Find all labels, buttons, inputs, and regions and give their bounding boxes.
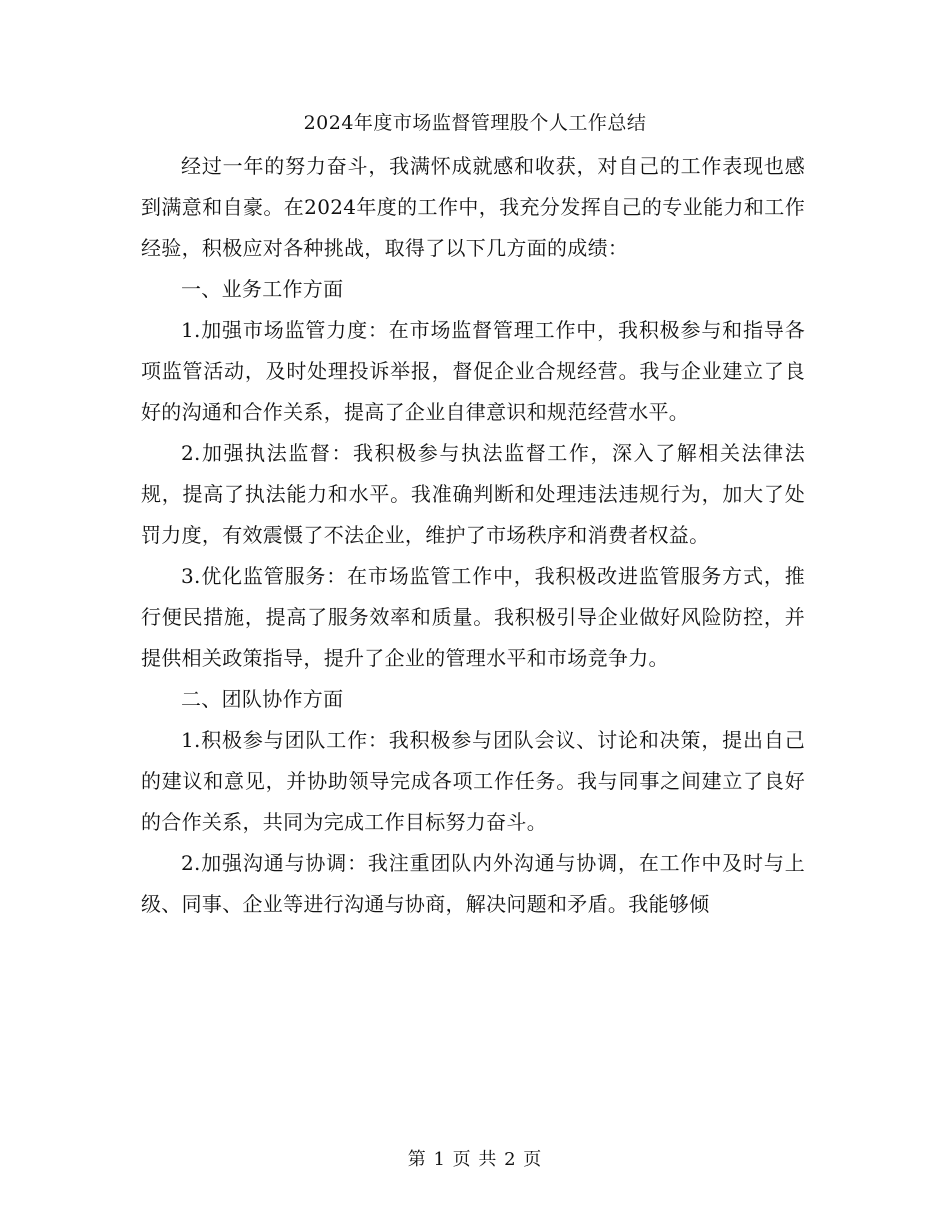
- section-heading-business: 一、业务工作方面: [181, 277, 344, 301]
- section-heading-teamwork: 二、团队协作方面: [181, 687, 344, 711]
- paragraph-business-1: 1.加强市场监管力度：在市场监督管理工作中，我积极参与和指导各项监管活动，及时处理投诉举报，督促企业合规经营。我与企业建立了良好的沟通和合作关系，提高了企业自律意识和规范经营水平。: [141, 318, 805, 424]
- document-title: 2024年度市场监督管理股个人工作总结: [303, 112, 647, 134]
- paragraph-business-2: 2.加强执法监督：我积极参与执法监督工作，深入了解相关法律法规，提高了执法能力和水平。我准确判断和处理违法违规行为，加大了处罚力度，有效震慑了不法企业，维护了市场秩序和消费者权益。: [141, 441, 805, 547]
- paragraph-intro: 经过一年的努力奋斗，我满怀成就感和收获，对自己的工作表现也感到满意和自豪。在2024年度的工作中，我充分发挥自己的专业能力和工作经验，积极应对各种挑战，取得了以下几方面的成绩：: [141, 154, 805, 260]
- paragraph-teamwork-1: 1.积极参与团队工作：我积极参与团队会议、讨论和决策，提出自己的建议和意见，并协助领导完成各项工作任务。我与同事之间建立了良好的合作关系，共同为完成工作目标努力奋斗。: [141, 728, 805, 834]
- page-footer: 第 1 页 共 2 页: [407, 1149, 543, 1170]
- document-body: [141, 146, 805, 925]
- paragraph-business-3: 3.优化监管服务：在市场监管工作中，我积极改进监管服务方式，推行便民措施，提高了服务效率和质量。我积极引导企业做好风险防控，并提供相关政策指导，提升了企业的管理水平和市场竞争力。: [141, 564, 805, 670]
- paragraph-teamwork-2: 2.加强沟通与协调：我注重团队内外沟通与协调，在工作中及时与上级、同事、企业等进行沟通与协商，解决问题和矛盾。我能够倾: [141, 851, 805, 916]
